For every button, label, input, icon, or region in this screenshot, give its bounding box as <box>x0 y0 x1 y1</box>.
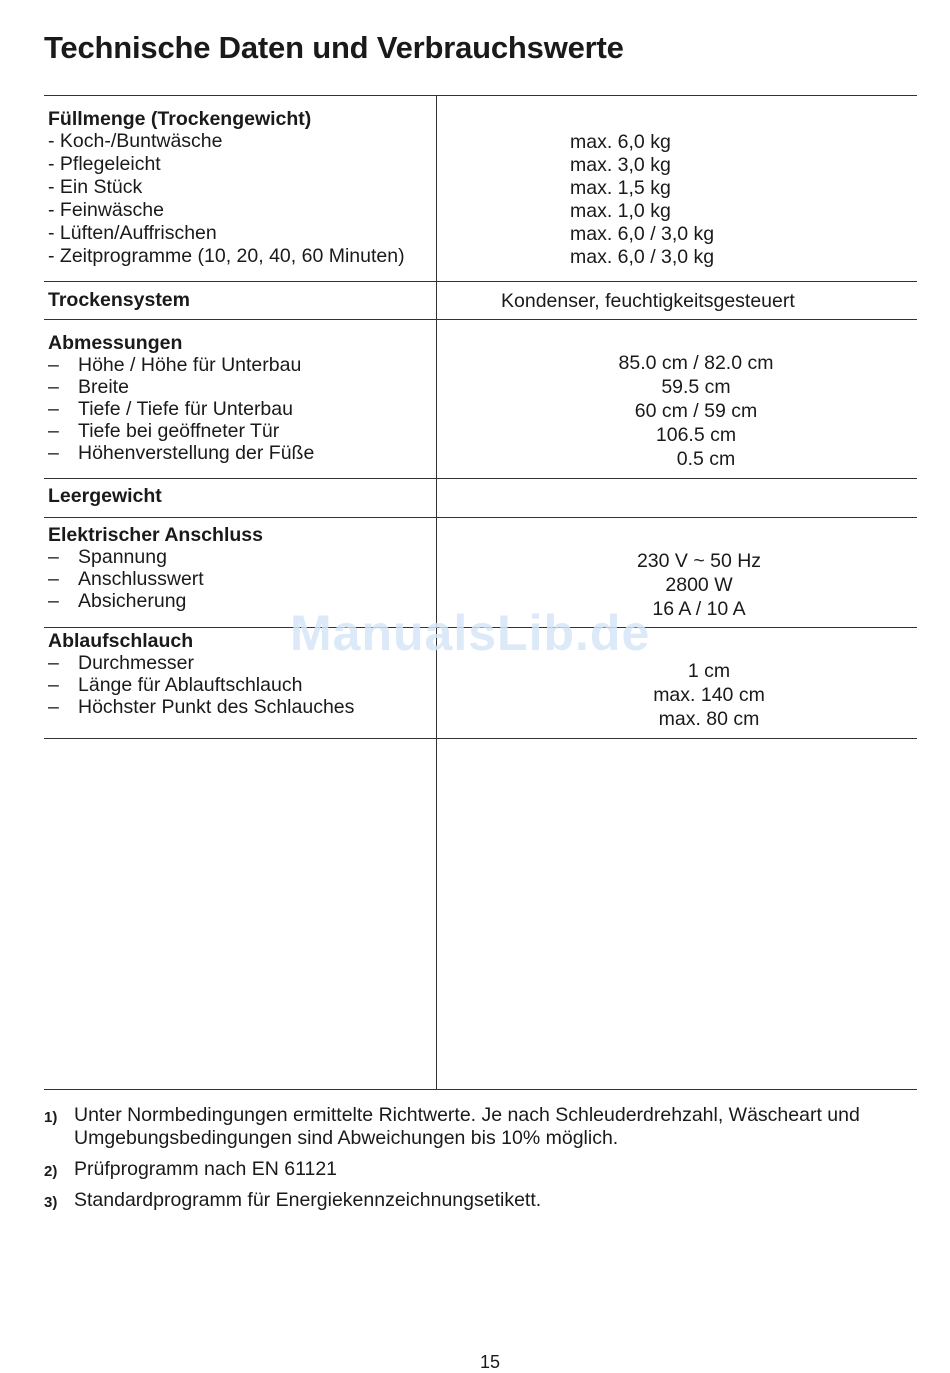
ablauf-item: – Höchster Punkt des Schlauches <box>48 696 355 718</box>
footnote <box>44 1158 924 1181</box>
abmessungen-value: 60 cm / 59 cm <box>634 400 758 422</box>
ablauf-item: – Länge für Ablauftschlauch <box>48 674 303 696</box>
abmessungen-item: – Tiefe / Tiefe für Unterbau <box>48 398 293 420</box>
watermark: ManualsLib.de <box>290 605 651 661</box>
ablauf-item: – Durchmesser <box>48 652 194 674</box>
fuellmenge-heading: Füllmenge (Trockengewicht) <box>48 108 312 130</box>
page-number: 15 <box>479 1352 501 1372</box>
footnote-text: Prüfprogramm nach EN 61121 <box>74 1158 338 1180</box>
fuellmenge-value: max. 1,5 kg <box>570 177 671 199</box>
anschluss-heading: Elektrischer Anschluss <box>48 524 263 546</box>
footnote <box>44 1104 924 1150</box>
trockensystem-heading: Trockensystem <box>48 289 190 311</box>
footnote-number: 3) <box>44 1194 58 1211</box>
ablauf-value: max. 80 cm <box>658 708 760 730</box>
footnote-text: Standardprogramm für Energiekennzeichnungsetikett. <box>74 1189 542 1211</box>
anschluss-item: – Spannung <box>48 546 167 568</box>
fuellmenge-value: max. 6,0 / 3,0 kg <box>570 246 715 268</box>
fuellmenge-item: - Pflegeleicht <box>48 153 161 175</box>
ablauf-heading: Ablaufschlauch <box>48 630 194 652</box>
fuellmenge-item: - Zeitprogramme (10, 20, 40, 60 Minuten) <box>48 245 405 267</box>
footnote <box>44 1189 924 1212</box>
row-empty <box>44 739 917 1090</box>
abmessungen-value: 59.5 cm <box>661 376 731 398</box>
fuellmenge-item: - Lüften/Auffrischen <box>48 222 217 244</box>
abmessungen-heading: Abmessungen <box>48 332 183 354</box>
row-leergewicht <box>44 479 917 518</box>
footnote-number: 2) <box>44 1163 58 1180</box>
anschluss-item: – Anschlusswert <box>48 568 204 590</box>
fuellmenge-value: max. 1,0 kg <box>570 200 671 222</box>
leergewicht-heading: Leergewicht <box>48 485 162 507</box>
trockensystem-value: Kondenser, feuchtigkeitsgesteuert <box>501 290 795 312</box>
ablauf-value: max. 140 cm <box>653 684 765 706</box>
abmessungen-item: – Höhenverstellung der Füße <box>48 442 315 464</box>
row-trockensystem <box>44 282 917 320</box>
fuellmenge-value: max. 3,0 kg <box>570 154 671 176</box>
row-fuellmenge <box>44 95 917 282</box>
abmessungen-item: – Tiefe bei geöffneter Tür <box>48 420 280 442</box>
abmessungen-item: – Breite <box>48 376 129 398</box>
abmessungen-value: 106.5 cm <box>655 424 737 446</box>
abmessungen-value: 0.5 cm <box>676 448 736 470</box>
ablauf-value: 1 cm <box>687 660 731 682</box>
footnote-text: Unter Normbedingungen ermittelte Richtwerte. Je nach Schleuderdrehzahl, Wäscheart und Umgebungsbedingungen sind Abweichungen bis 10% möglich. <box>74 1104 860 1149</box>
fuellmenge-item: - Koch-/Buntwäsche <box>48 130 223 152</box>
footnotes <box>44 1104 924 1220</box>
spec-table <box>44 95 917 1090</box>
page-title: Technische Daten und Verbrauchswerte <box>44 30 624 65</box>
abmessungen-value: 85.0 cm / 82.0 cm <box>618 352 774 374</box>
fuellmenge-value: max. 6,0 kg <box>570 131 671 153</box>
anschluss-value: 16 A / 10 A <box>652 598 746 620</box>
abmessungen-item: – Höhe / Höhe für Unterbau <box>48 354 302 376</box>
fuellmenge-item: - Ein Stück <box>48 176 143 198</box>
fuellmenge-item: - Feinwäsche <box>48 199 164 221</box>
anschluss-item: – Absicherung <box>48 590 187 612</box>
anschluss-value: 2800 W <box>665 574 733 596</box>
fuellmenge-value: max. 6,0 / 3,0 kg <box>570 223 715 245</box>
row-abmessungen <box>44 320 917 479</box>
anschluss-value: 230 V ~ 50 Hz <box>636 550 762 572</box>
footnote-number: 1) <box>44 1109 58 1126</box>
